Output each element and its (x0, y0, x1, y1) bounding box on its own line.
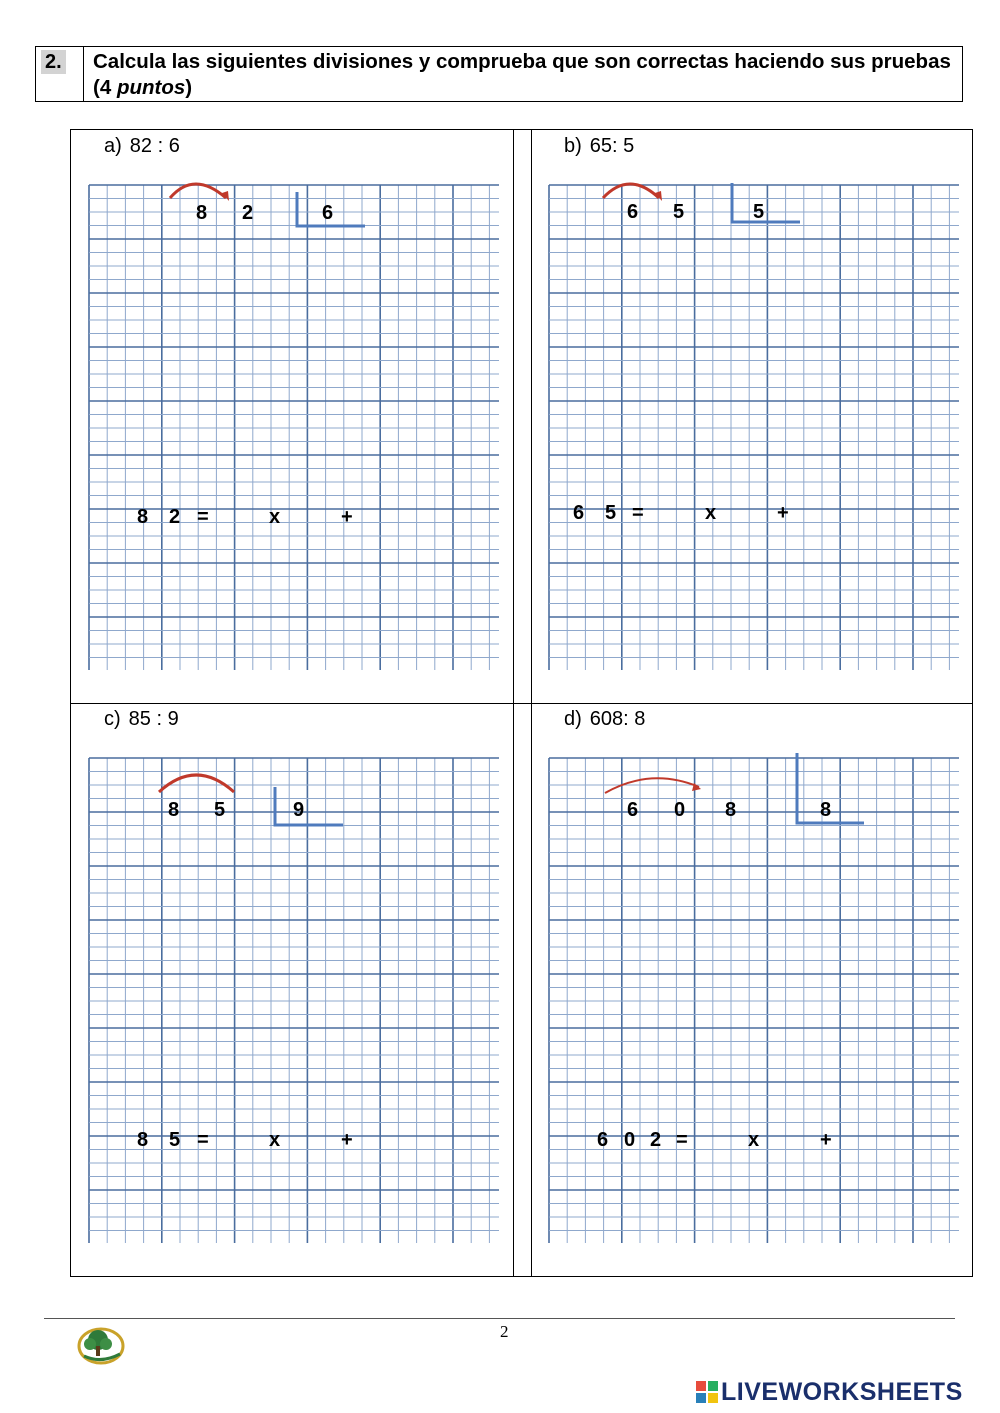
problem-title: d) 608: 8 (564, 708, 646, 730)
check-digit: 2 (169, 506, 181, 528)
division-bracket[interactable] (275, 787, 343, 825)
carry-arc (603, 184, 659, 198)
problem-a-marks (71, 130, 512, 702)
times-sign: x (705, 502, 717, 524)
dividend-digit[interactable]: 8 (725, 799, 737, 821)
equals-sign: = (632, 502, 644, 524)
dividend-digit[interactable]: 6 (627, 799, 639, 821)
problem-a (71, 130, 512, 702)
problem-title: a) 82 : 6 (104, 135, 180, 157)
page-number: 2 (500, 1322, 509, 1341)
exercise-instructions: Calcula las siguientes divisiones y comprueba que son correctas haciendo sus pruebas (4 puntos) (93, 50, 951, 99)
times-sign: x (269, 506, 281, 528)
equals-sign: = (197, 1129, 209, 1151)
check-digit: 5 (605, 502, 617, 524)
times-sign: x (269, 1129, 281, 1151)
divisor[interactable]: 6 (322, 202, 334, 224)
problem-c-marks (71, 703, 512, 1275)
dividend-digit[interactable]: 5 (214, 799, 226, 821)
footer-divider (44, 1318, 955, 1319)
divisor[interactable]: 9 (293, 799, 305, 821)
problem-title: c) 85 : 9 (104, 708, 179, 730)
check-digit: 5 (169, 1129, 181, 1151)
exercise-number-box (36, 47, 84, 101)
equals-sign: = (676, 1129, 688, 1151)
dividend-digit[interactable]: 6 (627, 201, 639, 223)
carry-arc (605, 778, 699, 793)
times-sign: x (748, 1129, 760, 1151)
check-digit: 6 (597, 1129, 609, 1151)
carry-arc (170, 184, 226, 198)
problem-b (531, 130, 972, 702)
divisor[interactable]: 5 (753, 201, 765, 223)
school-tree-logo-icon (76, 1324, 126, 1366)
check-digit: 8 (137, 1129, 149, 1151)
plus-sign: + (341, 1129, 353, 1151)
plus-sign: + (341, 506, 353, 528)
dividend-digit[interactable]: 8 (196, 202, 208, 224)
problem-c (71, 703, 512, 1275)
dividend-digit[interactable]: 2 (242, 202, 254, 224)
equals-sign: = (197, 506, 209, 528)
division-bracket[interactable] (732, 183, 800, 222)
exercise-header (35, 46, 963, 102)
problem-d-marks (531, 703, 972, 1275)
problem-b-marks (531, 130, 972, 702)
plus-sign: + (777, 502, 789, 524)
check-digit: 0 (624, 1129, 636, 1151)
check-digit: 6 (573, 502, 585, 524)
liveworksheets-logo-icon (696, 1381, 718, 1403)
liveworksheets-watermark: LIVEWORKSHEETS (696, 1378, 963, 1407)
carry-arc (159, 775, 234, 792)
plus-sign: + (820, 1129, 832, 1151)
dividend-digit[interactable]: 8 (168, 799, 180, 821)
problem-title: b) 65: 5 (564, 135, 635, 157)
divisor[interactable]: 8 (820, 799, 832, 821)
check-digit: 8 (137, 506, 149, 528)
problem-d (531, 703, 972, 1275)
dividend-digit[interactable]: 5 (673, 201, 685, 223)
exercise-number: 2. (41, 50, 66, 74)
check-digit: 2 (650, 1129, 662, 1151)
dividend-digit[interactable]: 0 (674, 799, 686, 821)
